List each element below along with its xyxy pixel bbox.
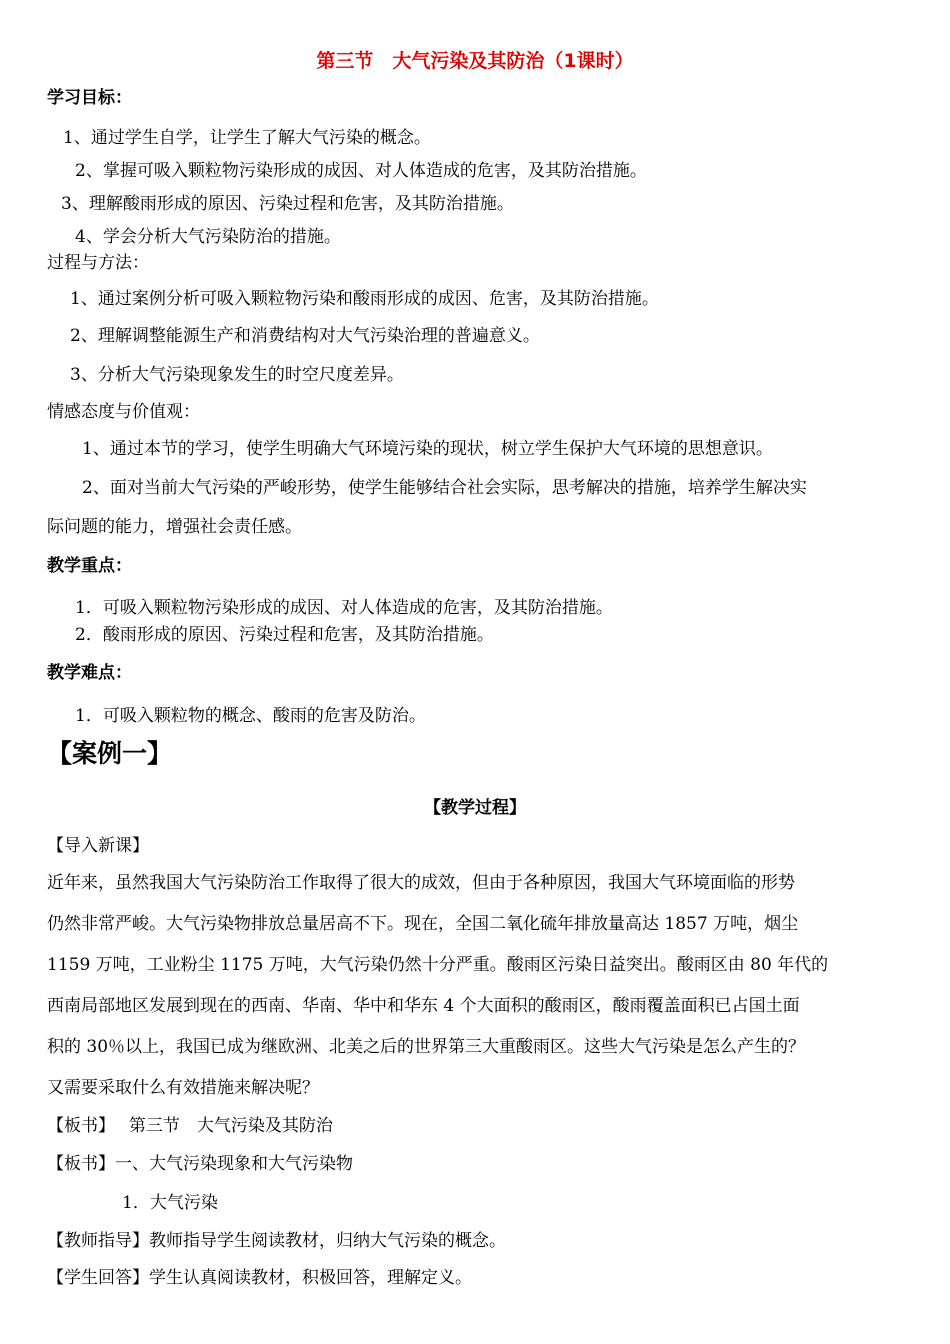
- intro-line: 积的 30％以上，我国已成为继欧洲、北美之后的世界第三大重酸雨区。这些大气污染是怎么产生的？: [47, 1037, 806, 1057]
- intro-line: 1159 万吨，工业粉尘 1175 万吨，大气污染仍然十分严重。酸雨区污染日益突出。酸雨区由 80 年代的: [47, 955, 829, 975]
- emotion-heading: 情感态度与价值观：: [47, 402, 200, 422]
- page-title: 第三节 大气污染及其防治（1课时）: [316, 50, 634, 72]
- emotion-item: 2、面对当前大气污染的严峻形势，使学生能够结合社会实际，思考解决的措施，培养学生解决实: [82, 478, 807, 498]
- key-point-item: 1．可吸入颗粒物污染形成的成因、对人体造成的危害，及其防治措施。: [75, 598, 613, 618]
- objective-item: 4、学会分析大气污染防治的措施。: [75, 227, 341, 247]
- process-methods-heading: 过程与方法：: [47, 253, 149, 273]
- objective-item: 2、掌握可吸入颗粒物污染形成的成因、对人体造成的危害，及其防治措施。: [75, 161, 647, 181]
- board-subitem: 1．大气污染: [122, 1193, 218, 1213]
- difficulty-item: 1．可吸入颗粒物的概念、酸雨的危害及防治。: [75, 706, 426, 726]
- teacher-guidance: 【教师指导】教师指导学生阅读教材，归纳大气污染的概念。: [47, 1231, 506, 1251]
- objective-item: 3、理解酸雨形成的原因、污染过程和危害，及其防治措施。: [61, 194, 514, 214]
- intro-line: 西南局部地区发展到现在的西南、华南、华中和华东 4 个大面积的酸雨区，酸雨覆盖面积已占国土面: [47, 996, 800, 1016]
- emotion-item: 1、通过本节的学习，使学生明确大气环境污染的现状，树立学生保护大气环境的思想意识。: [82, 439, 773, 459]
- intro-line: 又需要采取什么有效措施来解决呢？: [47, 1078, 319, 1098]
- key-points-heading: 教学重点：: [47, 556, 132, 576]
- intro-line: 近年来，虽然我国大气污染防治工作取得了很大的成效，但由于各种原因，我国大气环境面临的形势: [47, 873, 795, 893]
- objectives-heading: 学习目标：: [47, 88, 132, 108]
- intro-line: 仍然非常严峻。大气污染物排放总量居高不下。现在，全国二氧化硫年排放量高达 1857 万吨，烟尘: [47, 914, 799, 934]
- difficulties-heading: 教学难点：: [47, 663, 132, 683]
- process-item: 2、理解调整能源生产和消费结构对大气污染治理的普遍意义。: [70, 326, 540, 346]
- intro-label: 【导入新课】: [47, 836, 149, 856]
- process-item: 3、分析大气污染现象发生的时空尺度差异。: [70, 365, 404, 385]
- emotion-item-continued: 际问题的能力，增强社会责任感。: [47, 517, 302, 537]
- teaching-process-heading: 【教学过程】: [424, 798, 526, 818]
- process-item: 1、通过案例分析可吸入颗粒物污染和酸雨形成的成因、危害，及其防治措施。: [70, 289, 659, 309]
- student-answer: 【学生回答】学生认真阅读教材，积极回答，理解定义。: [47, 1268, 472, 1288]
- objective-item: 1、通过学生自学，让学生了解大气污染的概念。: [63, 128, 431, 148]
- board-note: 【板书】一、大气污染现象和大气污染物: [47, 1154, 353, 1174]
- case-heading: 【案例一】: [47, 739, 173, 768]
- board-note: 【板书】 第三节 大气污染及其防治: [47, 1116, 333, 1136]
- key-point-item: 2．酸雨形成的原因、污染过程和危害，及其防治措施。: [75, 625, 494, 645]
